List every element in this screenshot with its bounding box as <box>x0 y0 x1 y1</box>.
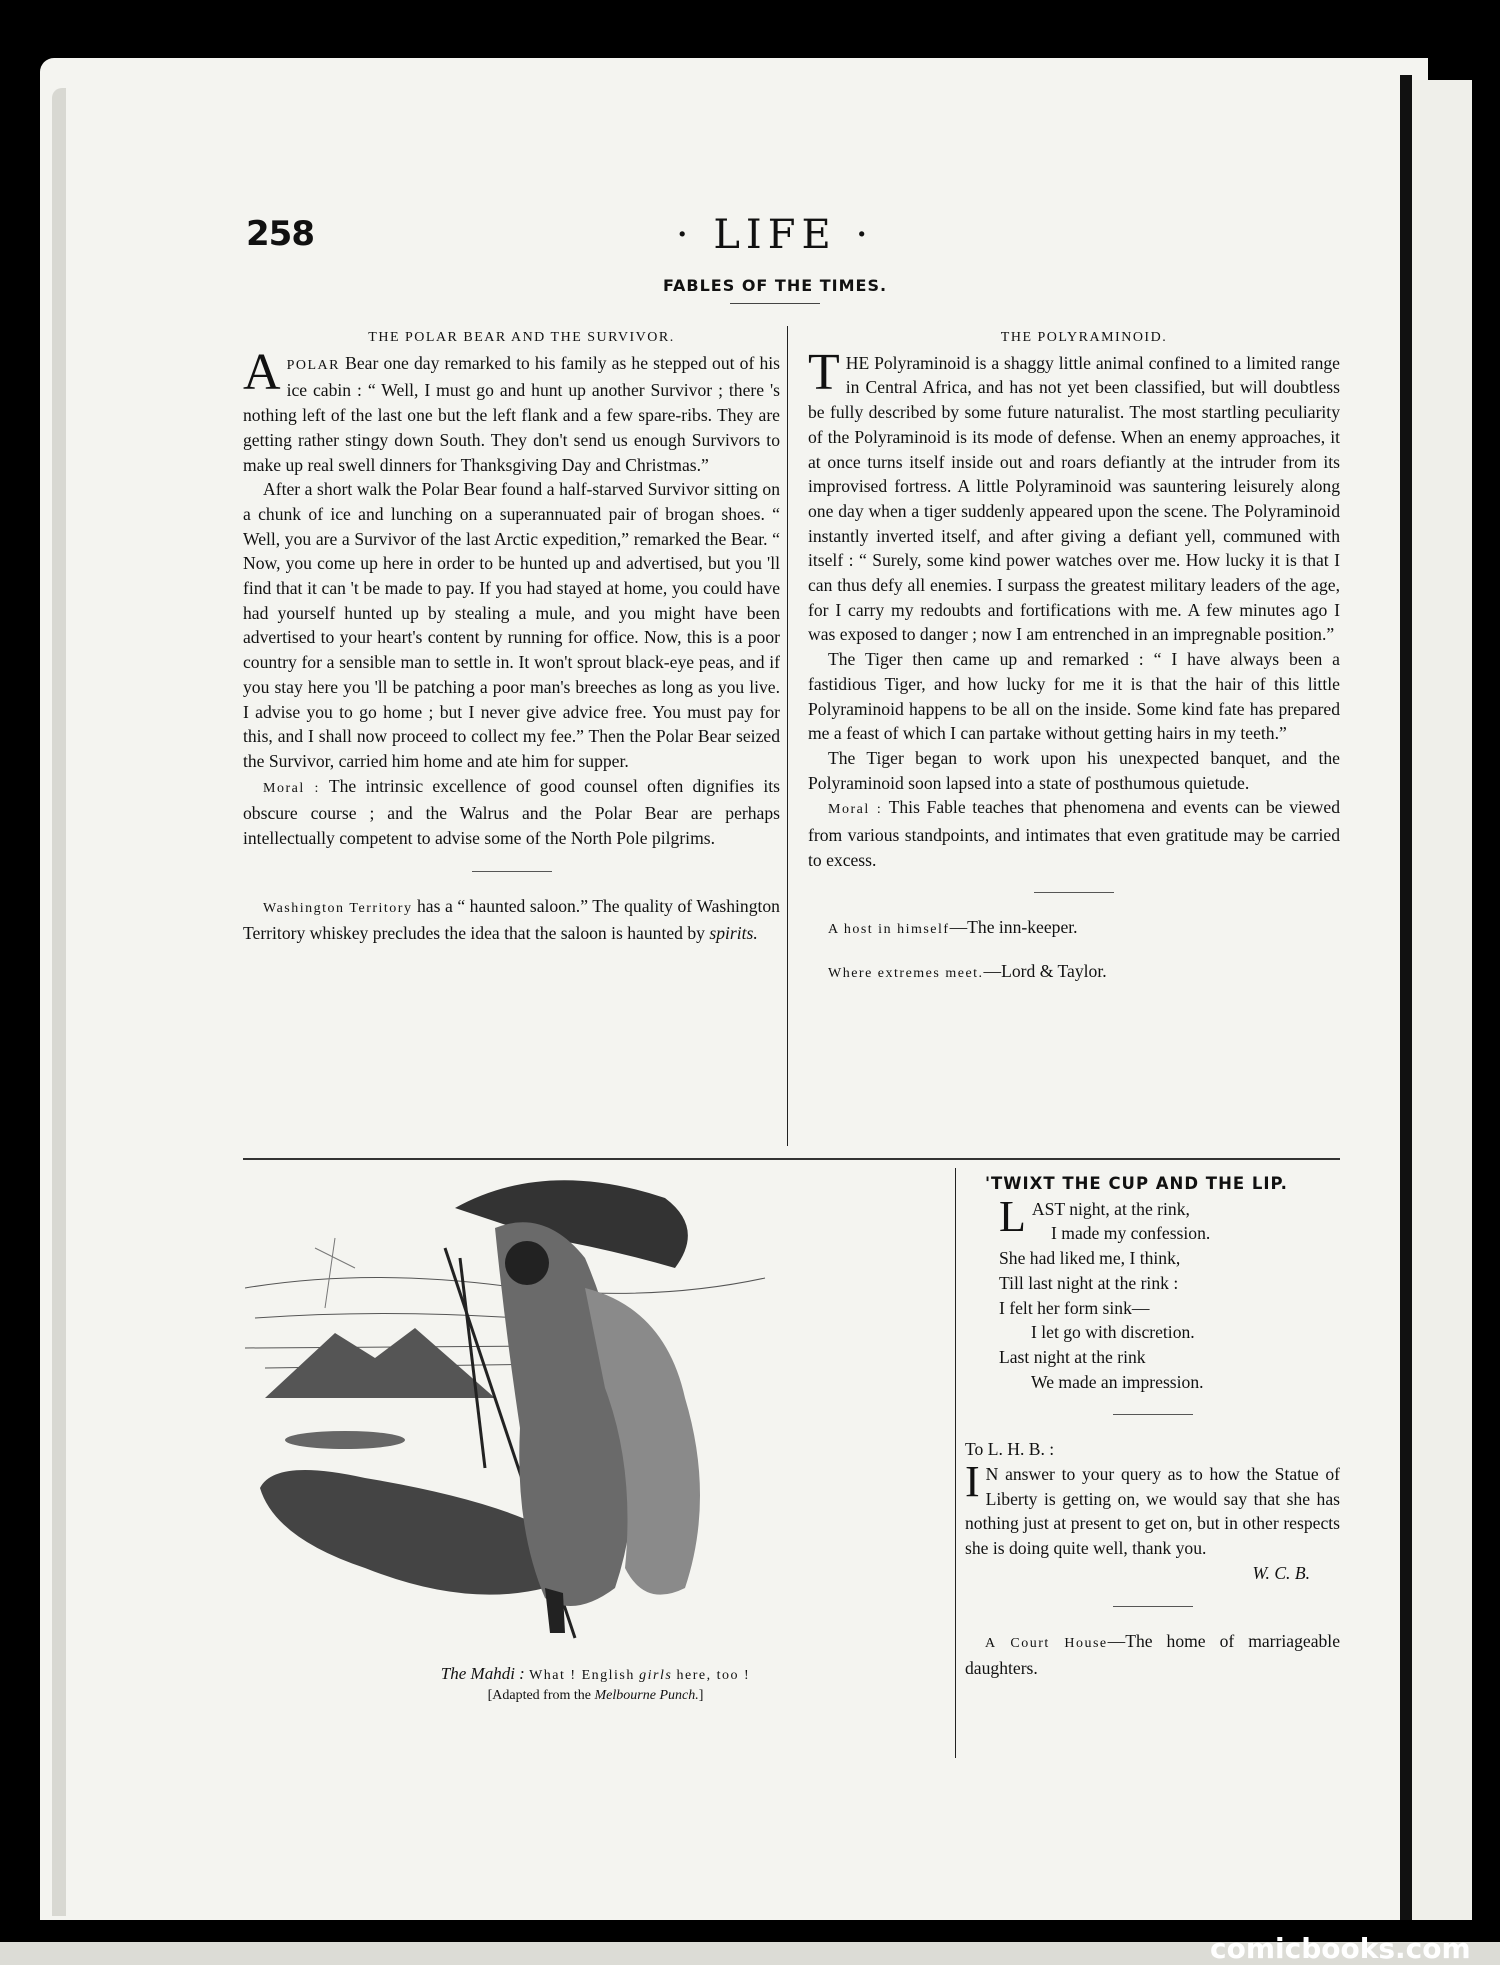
moral-text: This Fable teaches that phenomena and events can be viewed from various standpoints, and intimates that even gratitude may be carried to excess. <box>808 797 1340 870</box>
poem-line: Till last night at the rink : <box>999 1272 1179 1293</box>
watermark: comicbooks.com <box>1210 1932 1471 1965</box>
poem-line: I made my confession. <box>1051 1223 1211 1244</box>
drop-cap: A <box>243 343 281 401</box>
to-label: To L. H. B. : <box>965 1439 1055 1460</box>
washington-text: has a “ haunted saloon.” The quality of Washington Territory whiskey precludes the idea that the saloon is haunted by <box>243 895 780 944</box>
binding-gutter <box>1400 75 1412 1920</box>
fable-paragraph: The Tiger began to work upon his unexpected banquet, and the Polyraminoid soon lapsed into a state of posthumous quietude. <box>808 747 1340 793</box>
fable-heading-polar-bear: THE POLAR BEAR AND THE SURVIVOR. <box>368 330 675 345</box>
host-label: A host in himself <box>828 922 950 938</box>
poem-line: Last night at the rink <box>999 1346 1146 1367</box>
italic-word: spirits. <box>709 923 758 944</box>
drop-cap: I <box>965 1457 980 1507</box>
credit-post: ] <box>698 1688 704 1703</box>
poem-line: I felt her form sink— <box>999 1297 1150 1318</box>
poem-line: We made an impression. <box>1031 1371 1204 1392</box>
caption-text: What ! English <box>529 1668 635 1683</box>
fable-paragraph <box>243 343 780 478</box>
left-column <box>243 326 780 946</box>
liberty-text: N answer to your query as to how the Statue of Liberty is getting on, we would say that she has nothing just at present to get on, but in other respects she is doing quite well, thank you. <box>965 1464 1340 1559</box>
moral-text: The intrinsic excellence of good counsel often dignifies its obscure course ; and the Walrus and the Polar Bear are perhaps intellectually competent to advise some of the North Pole pilgrims. <box>243 775 780 849</box>
poem <box>965 1191 1340 1395</box>
moral-label: Moral : <box>828 802 883 818</box>
poem-line: LAST night, at the rink, <box>999 1191 1190 1241</box>
fable-heading-polyraminoid: THE POLYRAMINOID. <box>1000 330 1168 345</box>
paragraph-text: Bear one day remarked to his family as he stepped out of his ice cabin : “ Well, I must go and hunt up another Survivor ; there 's nothing left of the last one but the left flank and a few spare-ribs. They are getting rather stingy down South. They don't send us enough Survivors to make up real swell dinners for Thanksgiving Day and Christmas.” <box>243 352 780 475</box>
short-rule <box>1034 892 1114 893</box>
lead-word: POLAR <box>286 357 340 373</box>
moral-paragraph <box>243 774 780 851</box>
short-rule <box>1113 1606 1193 1607</box>
column-divider <box>787 326 788 1146</box>
section-rule <box>730 303 820 304</box>
court-paragraph <box>965 1629 1340 1681</box>
washington-label: Washington Territory <box>263 900 413 916</box>
liberty-paragraph <box>965 1457 1340 1561</box>
illustration-credit <box>243 1688 948 1704</box>
signature: W. C. B. <box>1252 1562 1310 1583</box>
moral-label: Moral : <box>263 780 320 796</box>
caption-speaker: The Mahdi : <box>440 1664 525 1683</box>
host-paragraph <box>808 915 1340 943</box>
credit-source: Melbourne Punch. <box>594 1688 699 1703</box>
caption-end: here, too ! <box>676 1668 751 1683</box>
masthead: · LIFE · <box>675 212 875 258</box>
page-edge <box>52 88 66 1916</box>
credit-pre: [Adapted from the <box>487 1688 592 1703</box>
mahdi-illustration <box>245 1168 945 1658</box>
right-column <box>808 326 1340 987</box>
next-page-strip <box>1412 80 1472 1920</box>
sidebar-divider <box>955 1168 956 1758</box>
fable-paragraph: The Tiger then came up and remarked : “ I have always been a fastidious Tiger, and how lucky for me it is that the hair of this little Polyraminoid happens to be all on the inside. Some kind fate has prepared me a feast of which I can partake without getting hairs in my teeth.” <box>808 649 1340 744</box>
horizontal-divider <box>243 1158 1340 1160</box>
host-text: —The inn-keeper. <box>949 917 1078 938</box>
washington-paragraph <box>243 894 780 946</box>
moral-paragraph <box>808 795 1340 872</box>
drop-cap: T <box>808 343 840 401</box>
section-title: FABLES OF THE TIMES. <box>662 276 888 295</box>
court-text: —The home of marriageable daughters. <box>965 1630 1341 1679</box>
drop-cap: L <box>999 1191 1026 1241</box>
poem-line: I let go with discretion. <box>1031 1322 1195 1343</box>
caption-girls: girls <box>639 1668 673 1683</box>
extremes-text: —Lord & Taylor. <box>983 961 1107 982</box>
page-number: 258 <box>246 214 314 254</box>
poem-line: She had liked me, I think, <box>999 1248 1181 1269</box>
illustration-caption <box>243 1664 948 1684</box>
extremes-label: Where extremes meet. <box>828 966 984 982</box>
short-rule <box>1113 1414 1193 1415</box>
court-label: A Court House <box>985 1635 1108 1651</box>
sidebar-column <box>965 1172 1340 1681</box>
short-rule <box>472 871 552 872</box>
poem-title: 'TWIXT THE CUP AND THE LIP. <box>985 1174 1288 1193</box>
paragraph-text: HE Polyraminoid is a shaggy little animal confined to a limited range in Central Africa, and has not yet been classified, but will doubtless be fully described by some future naturalist. The most startling peculiarity of the Polyraminoid is its mode of defense. When an enemy approaches, it at once turns itself inside out and roars defiantly at the intruder from its improvised fortress. A little Polyraminoid was sauntering leisurely along one day when a tiger suddenly appeared upon the scene. The Polyraminoid instantly inverted itself, and after giving a defiant yell, communed with itself : “ Surely, some kind power watches over me. How lucky it is that I can thus defy all enemies. I surpass the greatest military leaders of the age, for I carry my redoubts and fortifications with me. A few minutes ago I was exposed to danger ; now I am entrenched in an impregnable position.” <box>808 352 1340 645</box>
fable-paragraph <box>808 343 1340 647</box>
fable-paragraph: After a short walk the Polar Bear found a half-starved Survivor sitting on a chunk of ice and lunching on a superannuated pair of brogan shoes. “ Well, you are a Survivor of the last Arctic expedition,” remarked the Bear. “ Now, you come up here in order to be hunted up and advertised, but you 'll find that it can 't be made to pay. If you had stayed at home, you could have had yourself hunted up by stealing a mule, and you might have been advertised to your heart's content by running for office. Now, this is a poor country for a sensible man to settle in. It won't sprout black-eye peas, and if you stay here you 'll be patching a poor man's breeches as long as you live. I advise you to go home ; but I never give advice free. You must pay for this, and I shall now proceed to collect my fee.” Then the Polar Bear seized the Survivor, carried him home and ate him for supper. <box>243 479 780 771</box>
extremes-paragraph <box>808 959 1340 987</box>
